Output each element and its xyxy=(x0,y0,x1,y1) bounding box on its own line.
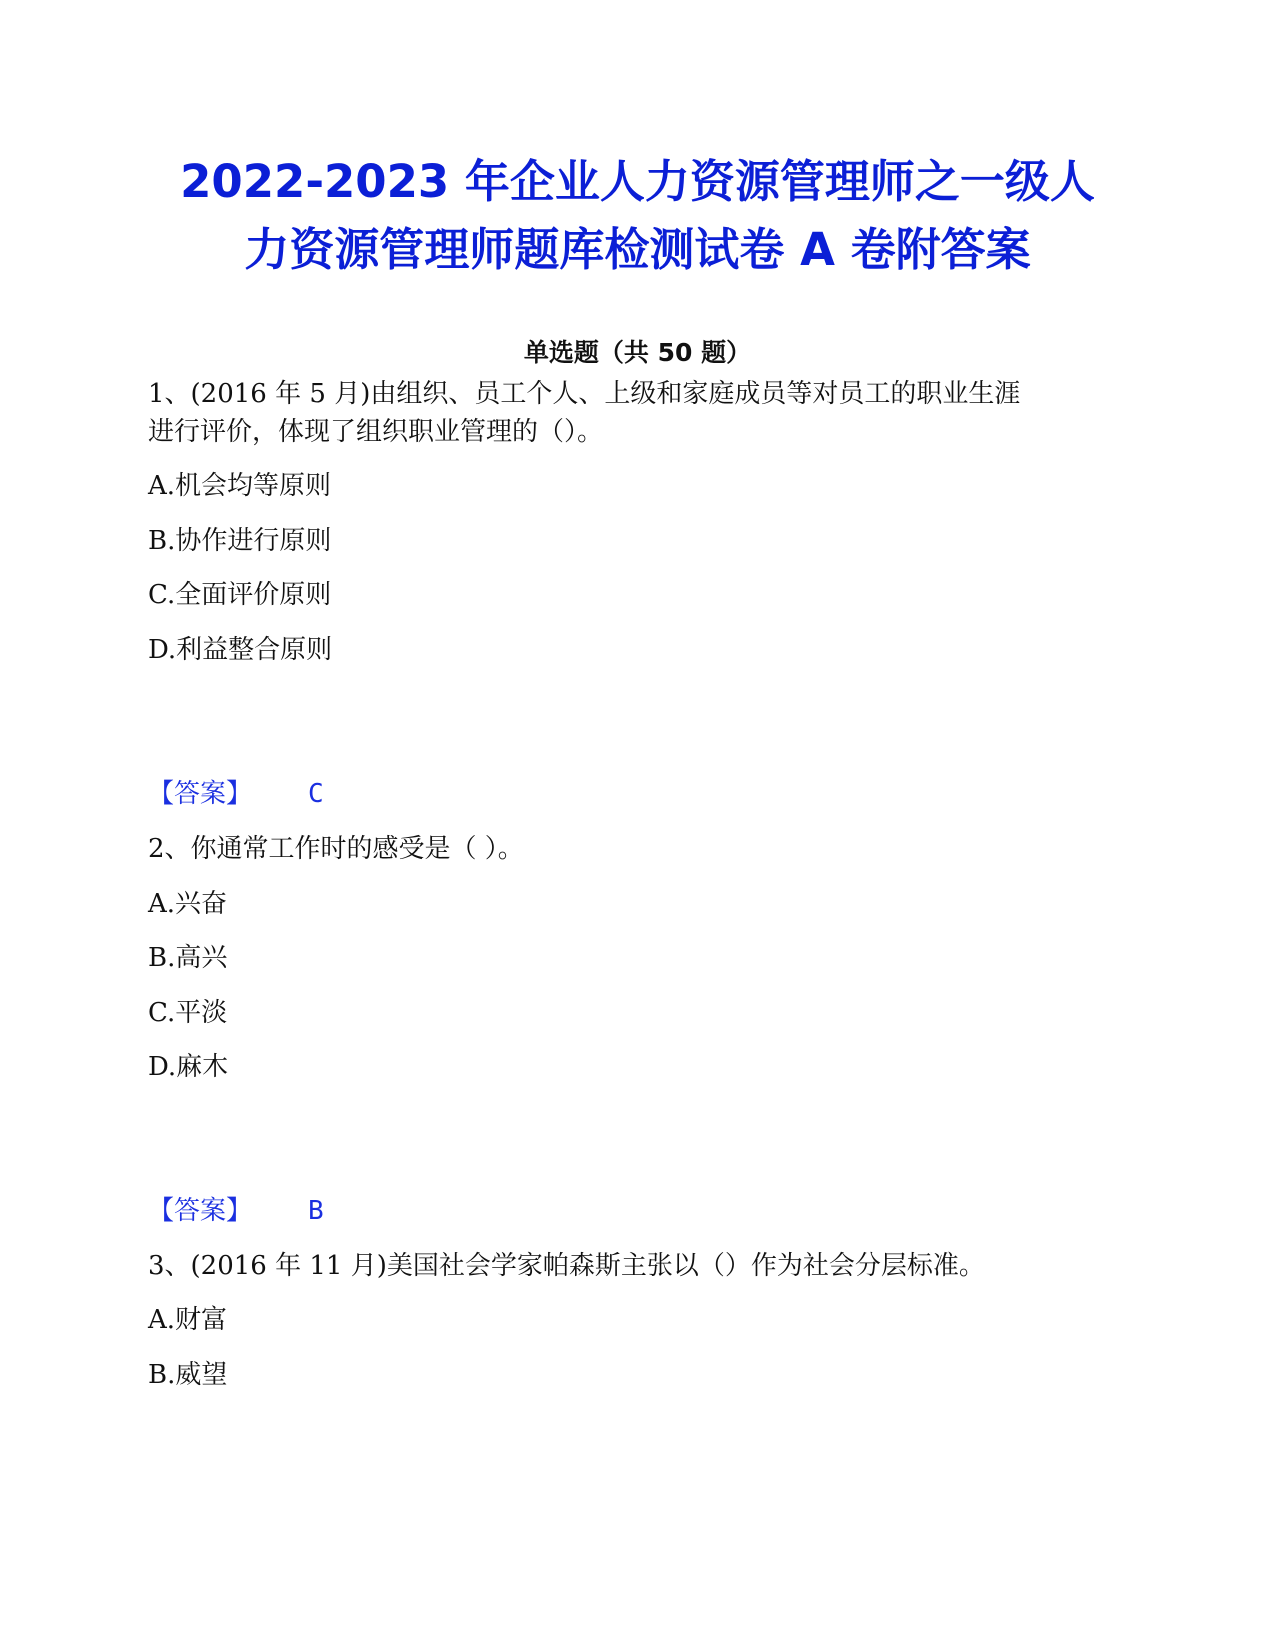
question-3-stem: 3、(2016 年 11 月)美国社会学家帕森斯主张以（）作为社会分层标准。 xyxy=(148,1251,985,1281)
question-2-answer xyxy=(148,1193,324,1229)
question-1-stem-line-2: 进行评价，体现了组织职业管理的（）。 xyxy=(148,417,604,447)
question-3-option-b: B.威望 xyxy=(148,1360,228,1390)
question-1-option-a: A.机会均等原则 xyxy=(148,471,332,501)
answer-label: 【答案】 xyxy=(148,1196,253,1226)
question-2-stem: 2、你通常工作时的感受是（ ）。 xyxy=(148,834,524,864)
question-1-answer xyxy=(148,776,324,812)
question-2-option-a: A.兴奋 xyxy=(148,889,228,919)
question-2-option-c: C.平淡 xyxy=(148,998,228,1028)
question-1-option-c: C.全面评价原则 xyxy=(148,580,332,610)
title-line-2: 力资源管理师题库检测试卷 A 卷附答案 xyxy=(244,223,1031,276)
document-title xyxy=(120,148,1155,284)
section-heading: 单选题（共 50 题） xyxy=(523,338,752,367)
question-3-option-a: A.财富 xyxy=(148,1305,228,1335)
answer-label: 【答案】 xyxy=(148,779,253,809)
title-line-1: 2022-2023 年企业人力资源管理师之一级人 xyxy=(180,155,1095,208)
question-1-option-d: D.利益整合原则 xyxy=(148,635,333,665)
question-2-option-b: B.高兴 xyxy=(148,943,228,973)
question-2-option-d: D.麻木 xyxy=(148,1052,229,1082)
question-1-option-b: B.协作进行原则 xyxy=(148,526,332,556)
answer-value: C xyxy=(308,779,324,809)
question-1-stem-line-1: 1、(2016 年 5 月)由组织、员工个人、上级和家庭成员等对员工的职业生涯 xyxy=(148,379,1021,409)
answer-value: B xyxy=(308,1196,324,1226)
